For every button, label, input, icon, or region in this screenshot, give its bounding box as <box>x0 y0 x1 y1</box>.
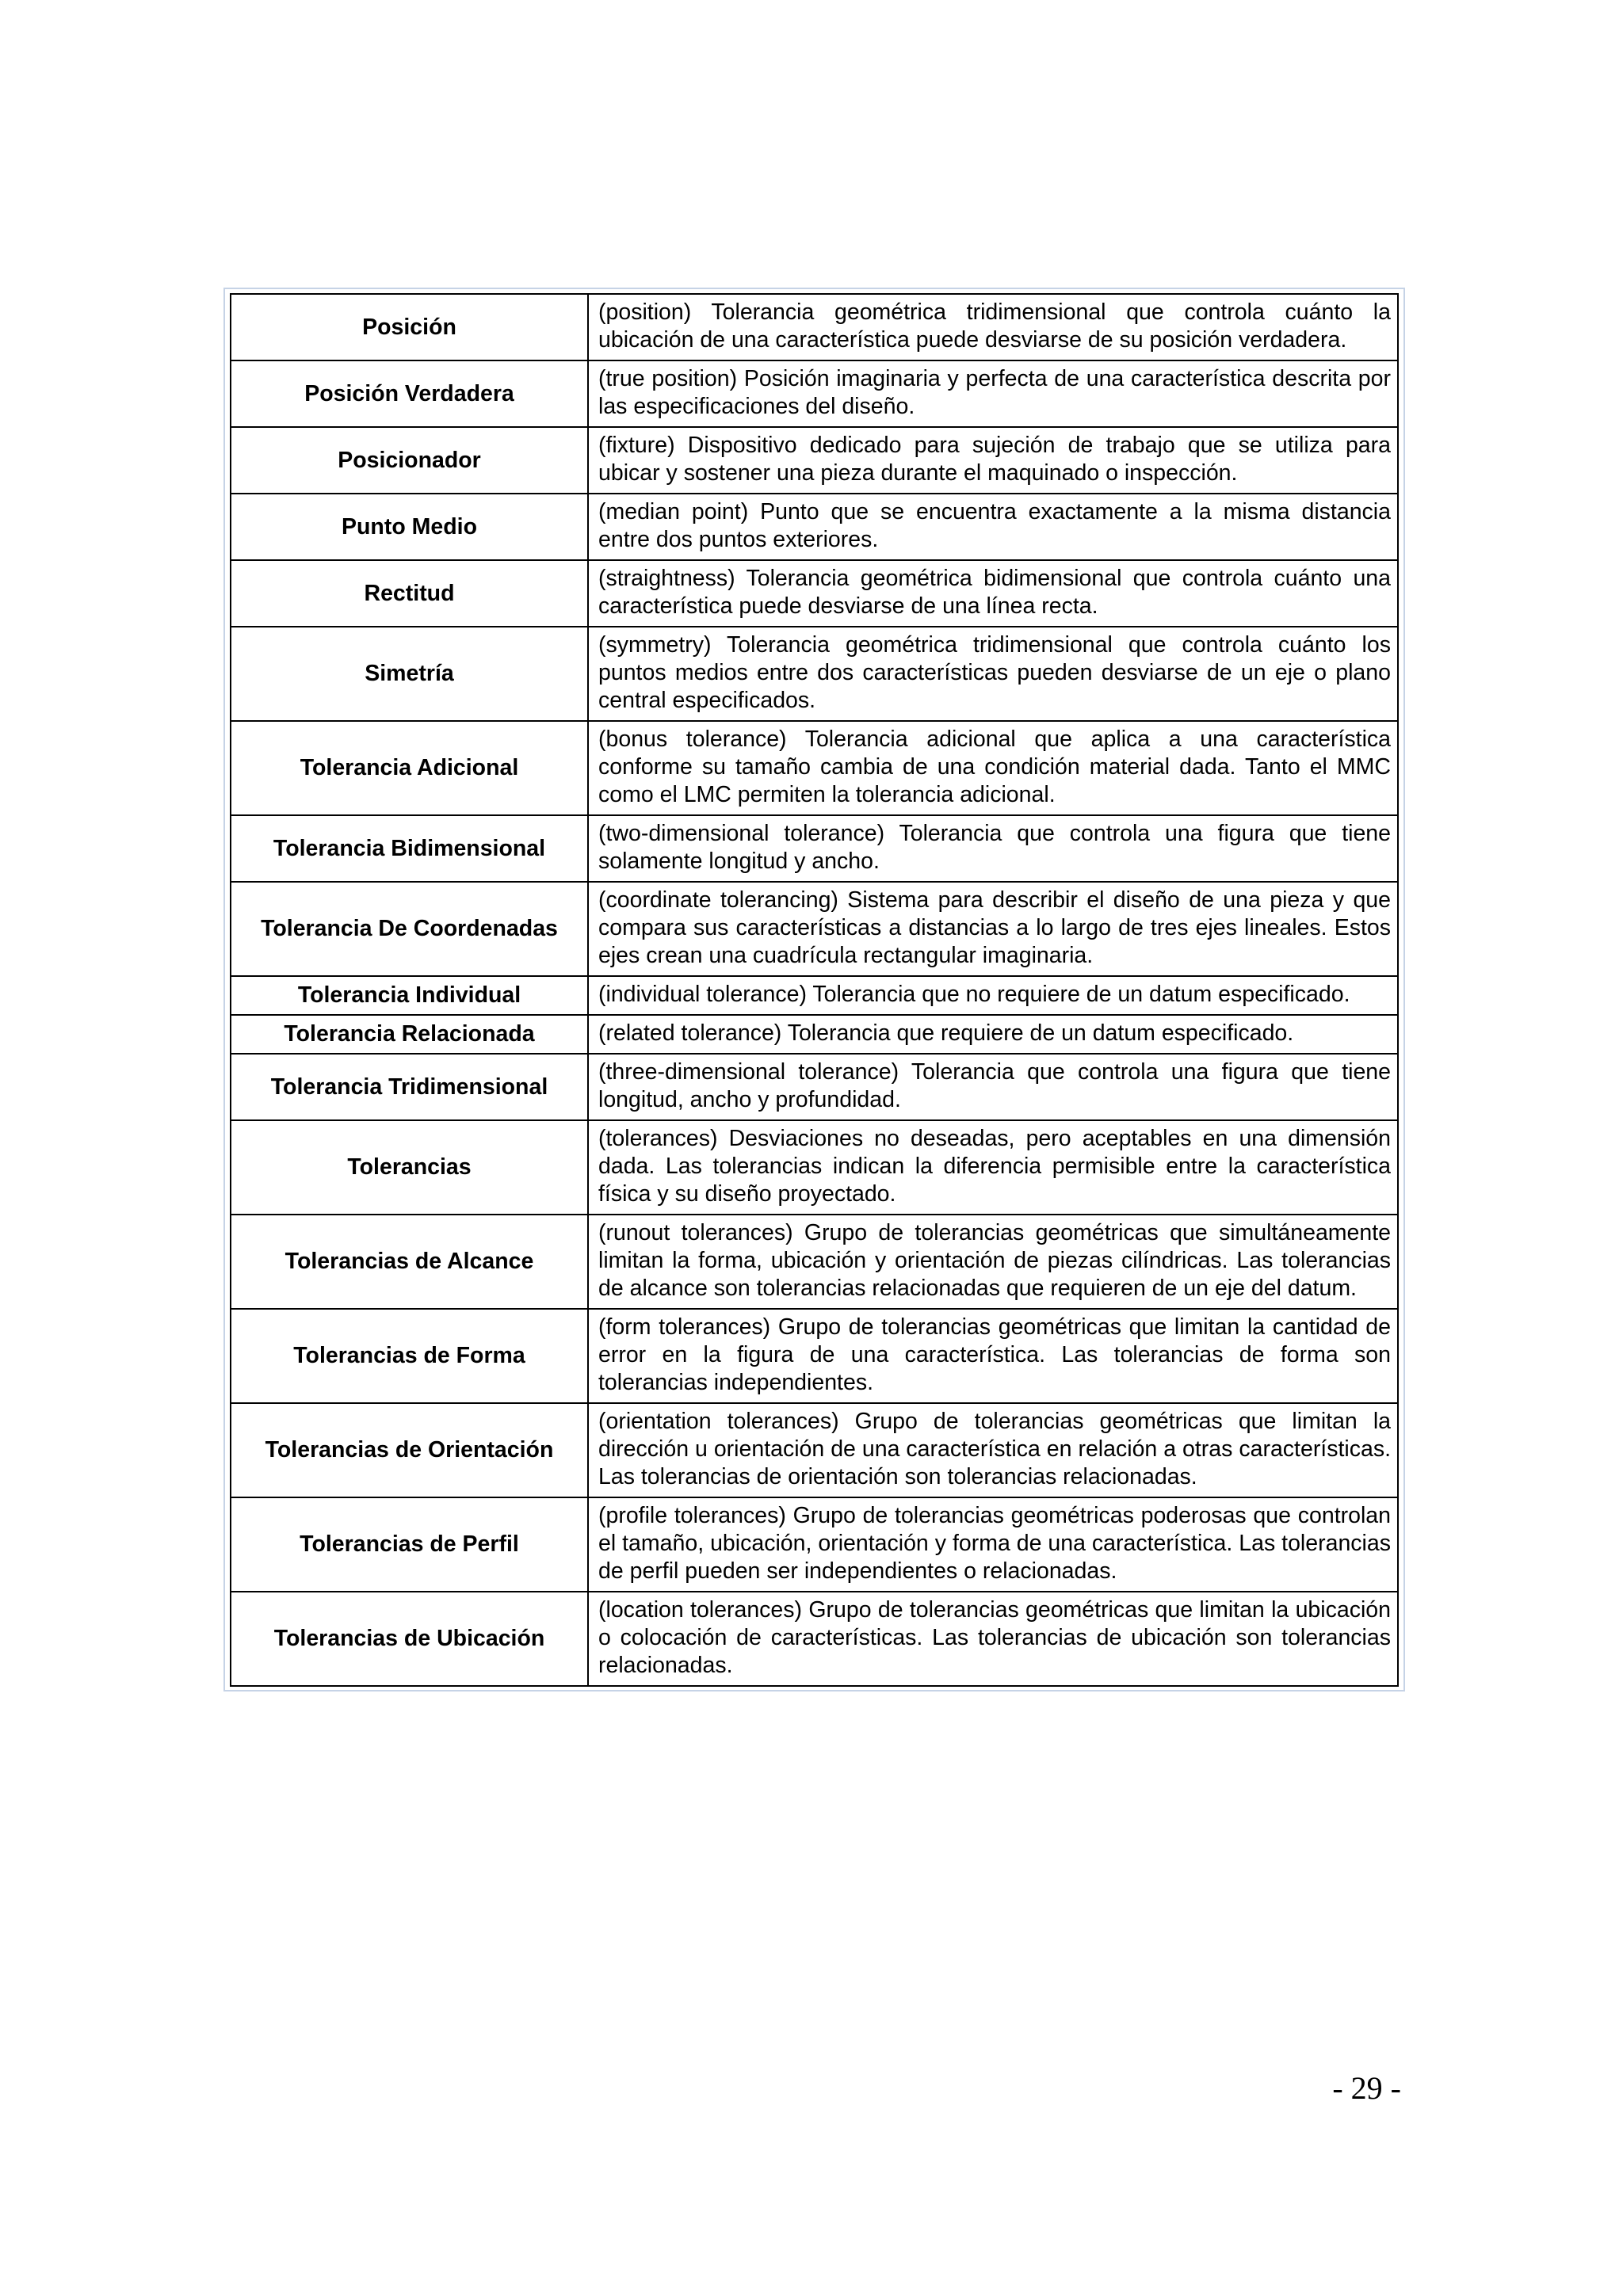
glossary-term: Punto Medio <box>231 494 588 560</box>
glossary-definition: (profile tolerances) Grupo de tolerancias geométricas poderosas que controlan el tamaño, ubicación, orientación y forma de una característica. Las tolerancias de perfil pueden ser independientes o relacionadas. <box>588 1497 1398 1592</box>
table-row <box>231 1403 1398 1497</box>
glossary-term: Tolerancias de Forma <box>231 1309 588 1403</box>
glossary-term: Tolerancia De Coordenadas <box>231 882 588 976</box>
table-row <box>231 882 1398 976</box>
table-row <box>231 494 1398 560</box>
table-row <box>231 294 1398 360</box>
glossary-term: Tolerancias de Alcance <box>231 1215 588 1309</box>
glossary-term: Rectitud <box>231 560 588 627</box>
glossary-definition: (runout tolerances) Grupo de tolerancias geométricas que simultáneamente limitan la forma, ubicación y orientación de piezas cilíndricas. Las tolerancias de alcance son tolerancias relacionadas que requieren de un eje del datum. <box>588 1215 1398 1309</box>
glossary-definition: (three-dimensional tolerance) Tolerancia que controla una figura que tiene longitud, ancho y profundidad. <box>588 1054 1398 1120</box>
glossary-definition: (form tolerances) Grupo de tolerancias geométricas que limitan la cantidad de error en la figura de una característica. Las tolerancias de forma son tolerancias independientes. <box>588 1309 1398 1403</box>
table-row <box>231 560 1398 627</box>
glossary-term: Posicionador <box>231 427 588 494</box>
glossary-definition: (straightness) Tolerancia geométrica bidimensional que controla cuánto una característica puede desviarse de una línea recta. <box>588 560 1398 627</box>
glossary-definition: (position) Tolerancia geométrica tridimensional que controla cuánto la ubicación de una característica puede desviarse de su posición verdadera. <box>588 294 1398 360</box>
glossary-definition: (tolerances) Desviaciones no deseadas, pero aceptables en una dimensión dada. Las tolerancias indican la diferencia permisible entre la característica física y su diseño proyectado. <box>588 1120 1398 1215</box>
glossary-definition: (orientation tolerances) Grupo de tolerancias geométricas que limitan la dirección u orientación de una característica en relación a otras características. Las tolerancias de orientación son tolerancias relacionadas. <box>588 1403 1398 1497</box>
glossary-term: Tolerancias de Orientación <box>231 1403 588 1497</box>
glossary-term: Tolerancias de Ubicación <box>231 1592 588 1686</box>
glossary-definition: (fixture) Dispositivo dedicado para sujeción de trabajo que se utiliza para ubicar y sostener una pieza durante el maquinado o inspección. <box>588 427 1398 494</box>
glossary-definition: (coordinate tolerancing) Sistema para describir el diseño de una pieza y que compara sus características a distancias a lo largo de tres ejes lineales. Estos ejes crean una cuadrícula rectangular imaginaria. <box>588 882 1398 976</box>
glossary-definition: (true position) Posición imaginaria y perfecta de una característica descrita por las especificaciones del diseño. <box>588 360 1398 427</box>
table-row <box>231 1054 1398 1120</box>
table-row <box>231 815 1398 882</box>
glossary-term: Posición <box>231 294 588 360</box>
glossary-term: Simetría <box>231 627 588 721</box>
glossary-definition: (individual tolerance) Tolerancia que no requiere de un datum especificado. <box>588 976 1398 1015</box>
table-row <box>231 1120 1398 1215</box>
glossary-term: Tolerancia Bidimensional <box>231 815 588 882</box>
glossary-table <box>230 293 1399 1687</box>
glossary-table-frame <box>223 288 1405 1691</box>
glossary-term: Tolerancias <box>231 1120 588 1215</box>
glossary-definition: (related tolerance) Tolerancia que requiere de un datum especificado. <box>588 1015 1398 1054</box>
table-row <box>231 1215 1398 1309</box>
glossary-definition: (location tolerances) Grupo de tolerancias geométricas que limitan la ubicación o colocación de características. Las tolerancias de ubicación son tolerancias relacionadas. <box>588 1592 1398 1686</box>
table-row <box>231 721 1398 815</box>
glossary-term: Tolerancia Tridimensional <box>231 1054 588 1120</box>
table-row <box>231 360 1398 427</box>
table-row <box>231 427 1398 494</box>
glossary-definition: (median point) Punto que se encuentra exactamente a la misma distancia entre dos puntos exteriores. <box>588 494 1398 560</box>
glossary-definition: (symmetry) Tolerancia geométrica tridimensional que controla cuánto los puntos medios entre dos características pueden desviarse de un eje o plano central especificados. <box>588 627 1398 721</box>
table-row <box>231 1497 1398 1592</box>
glossary-definition: (bonus tolerance) Tolerancia adicional que aplica a una característica conforme su tamaño cambia de una condición material dada. Tanto el MMC como el LMC permiten la tolerancia adicional. <box>588 721 1398 815</box>
glossary-definition: (two-dimensional tolerance) Tolerancia que controla una figura que tiene solamente longitud y ancho. <box>588 815 1398 882</box>
glossary-term: Posición Verdadera <box>231 360 588 427</box>
table-row <box>231 1309 1398 1403</box>
glossary-term: Tolerancias de Perfil <box>231 1497 588 1592</box>
table-row <box>231 1015 1398 1054</box>
table-row <box>231 976 1398 1015</box>
glossary-term: Tolerancia Adicional <box>231 721 588 815</box>
page-number: - 29 - <box>1332 2070 1401 2106</box>
glossary-term: Tolerancia Relacionada <box>231 1015 588 1054</box>
table-row <box>231 1592 1398 1686</box>
glossary-term: Tolerancia Individual <box>231 976 588 1015</box>
table-row <box>231 627 1398 721</box>
